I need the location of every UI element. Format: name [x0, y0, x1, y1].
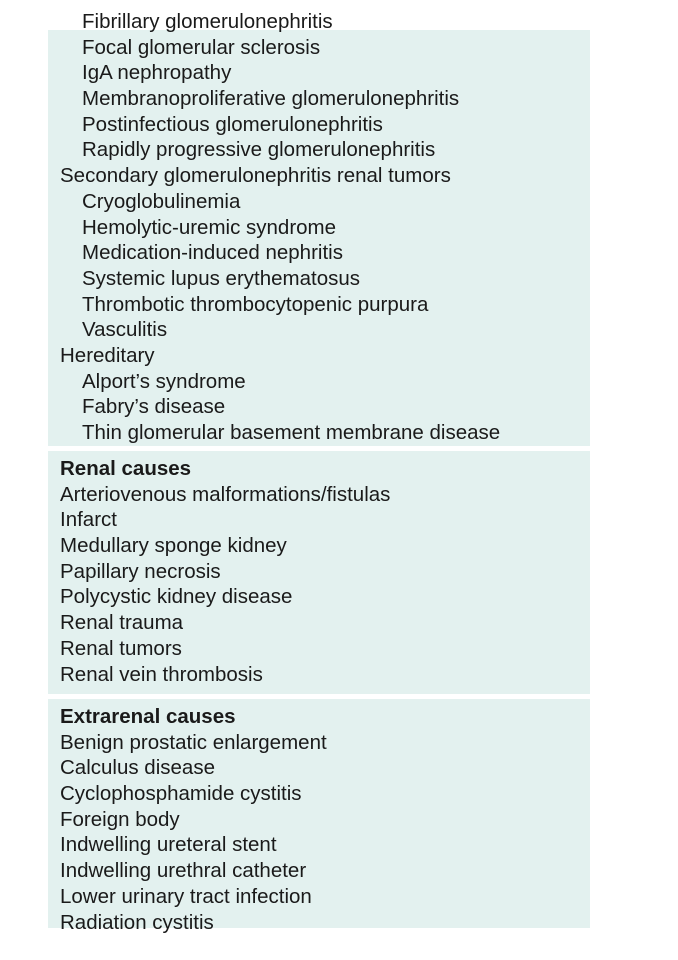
list-item: Cryoglobulinemia	[82, 189, 241, 213]
list-item: Indwelling ureteral stent	[60, 833, 277, 857]
list-item: Infarct	[60, 508, 117, 532]
list-item: Fabry’s disease	[82, 395, 226, 419]
renal-causes-list	[60, 456, 590, 687]
list-item: Calculus disease	[60, 756, 215, 780]
list-item: Indwelling urethral catheter	[60, 859, 307, 883]
list-item: Postinfectious glomerulonephritis	[82, 112, 383, 136]
list-item: Thin glomerular basement membrane disease	[82, 421, 501, 444]
list-item: Arteriovenous malformations/fistulas	[60, 482, 391, 506]
list-item: Alport’s syndrome	[82, 369, 246, 393]
list-item: Systemic lupus erythematosus	[82, 266, 361, 290]
list-item: Fibrillary glomerulonephritis	[82, 10, 333, 33]
section-heading: Extrarenal causes	[60, 705, 236, 728]
list-item: Foreign body	[60, 807, 180, 831]
list-item: Medication-induced nephritis	[82, 241, 343, 265]
list-item: Membranoproliferative glomerulonephritis	[82, 87, 460, 111]
extrarenal-causes-section	[48, 699, 590, 934]
section-heading: Renal causes	[60, 457, 192, 480]
list-item: Benign prostatic enlargement	[60, 730, 327, 754]
glomerular-causes-section	[48, 10, 590, 446]
renal-causes-section	[48, 451, 590, 694]
list-item: Polycystic kidney disease	[60, 585, 293, 609]
list-item: Vasculitis	[82, 318, 168, 342]
extrarenal-causes-list	[60, 704, 590, 935]
list-item: IgA nephropathy	[82, 61, 232, 85]
list-item: Rapidly progressive glomerulonephritis	[82, 138, 436, 162]
list-item: Renal trauma	[60, 611, 184, 635]
list-item: Focal glomerular sclerosis	[82, 35, 321, 59]
list-item: Secondary glomerulonephritis renal tumors	[60, 164, 451, 188]
list-item: Lower urinary tract infection	[60, 884, 312, 908]
list-item: Thrombotic thrombocytopenic purpura	[82, 292, 429, 316]
list-item: Renal tumors	[60, 636, 182, 660]
list-item: Renal vein thrombosis	[60, 662, 263, 686]
list-item: Hereditary	[60, 343, 155, 367]
list-item: Medullary sponge kidney	[60, 534, 287, 558]
list-item: Radiation cystitis	[60, 910, 214, 934]
list-item: Papillary necrosis	[60, 559, 221, 583]
causes-table	[48, 10, 590, 934]
list-item: Hemolytic-uremic syndrome	[82, 215, 337, 239]
glomerular-causes-list	[60, 9, 590, 446]
list-item: Cyclophosphamide cystitis	[60, 782, 302, 806]
